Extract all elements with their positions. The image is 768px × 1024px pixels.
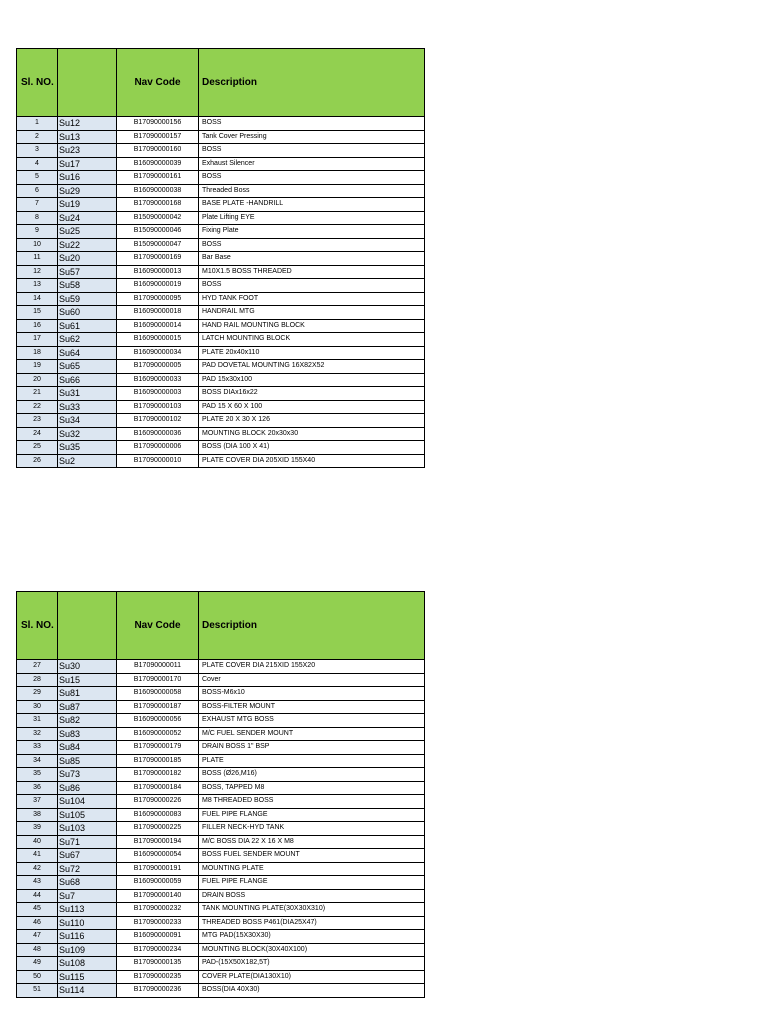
cell-nav-code: B17090000187 (117, 700, 199, 714)
cell-part-code: Su81 (58, 687, 117, 701)
cell-part-code: Su109 (58, 943, 117, 957)
cell-part-code: Su23 (58, 144, 117, 158)
cell-description: PLATE COVER DIA 205XID 155X40 (199, 454, 425, 468)
cell-part-code: Su31 (58, 387, 117, 401)
cell-part-code: Su87 (58, 700, 117, 714)
table-row (17, 427, 425, 441)
cell-description: EXHAUST MTG BOSS (199, 714, 425, 728)
header-description: Description (199, 49, 425, 117)
cell-description: PLATE COVER DIA 215XID 155X20 (199, 660, 425, 674)
table-row (17, 930, 425, 944)
cell-sl-no: 38 (17, 808, 58, 822)
header-sl-no: Sl. NO. (17, 592, 58, 660)
cell-sl-no: 24 (17, 427, 58, 441)
cell-nav-code: B16090000058 (117, 687, 199, 701)
table-row (17, 660, 425, 674)
table-row (17, 781, 425, 795)
table-row (17, 319, 425, 333)
table-row (17, 333, 425, 347)
cell-sl-no: 43 (17, 876, 58, 890)
table-row (17, 306, 425, 320)
cell-nav-code: B16090000039 (117, 157, 199, 171)
cell-nav-code: B16090000083 (117, 808, 199, 822)
cell-nav-code: B17090000005 (117, 360, 199, 374)
cell-sl-no: 10 (17, 238, 58, 252)
cell-nav-code: B15090000042 (117, 211, 199, 225)
table-row (17, 808, 425, 822)
cell-sl-no: 21 (17, 387, 58, 401)
table-row (17, 727, 425, 741)
cell-sl-no: 5 (17, 171, 58, 185)
table-row (17, 238, 425, 252)
cell-part-code: Su84 (58, 741, 117, 755)
header-nav-code: Nav Code (117, 592, 199, 660)
cell-part-code: Su32 (58, 427, 117, 441)
cell-nav-code: B17090000182 (117, 768, 199, 782)
cell-description: BOSS(DIA 40X30) (199, 984, 425, 998)
cell-sl-no: 6 (17, 184, 58, 198)
cell-nav-code: B15090000047 (117, 238, 199, 252)
cell-description: PAD-(15X50X182,5T) (199, 957, 425, 971)
cell-sl-no: 9 (17, 225, 58, 239)
cell-sl-no: 1 (17, 117, 58, 131)
cell-sl-no: 45 (17, 903, 58, 917)
cell-part-code: Su85 (58, 754, 117, 768)
cell-part-code: Su108 (58, 957, 117, 971)
table-row (17, 346, 425, 360)
cell-nav-code: B17090000236 (117, 984, 199, 998)
cell-sl-no: 40 (17, 835, 58, 849)
table-row (17, 184, 425, 198)
cell-sl-no: 18 (17, 346, 58, 360)
table-row (17, 265, 425, 279)
cell-description: BOSS (199, 117, 425, 131)
table-row (17, 754, 425, 768)
header-sl-no: Sl. NO. (17, 49, 58, 117)
cell-sl-no: 13 (17, 279, 58, 293)
cell-sl-no: 16 (17, 319, 58, 333)
cell-part-code: Su103 (58, 822, 117, 836)
cell-nav-code: B17090000102 (117, 414, 199, 428)
table-row (17, 130, 425, 144)
cell-description: MOUNTING BLOCK(30X40X100) (199, 943, 425, 957)
cell-sl-no: 33 (17, 741, 58, 755)
header-nav-code: Nav Code (117, 49, 199, 117)
cell-nav-code: B17090000010 (117, 454, 199, 468)
cell-sl-no: 2 (17, 130, 58, 144)
cell-description: THREADED BOSS P461(DIA25X47) (199, 916, 425, 930)
cell-description: PLATE 20x40x110 (199, 346, 425, 360)
cell-description: PLATE (199, 754, 425, 768)
cell-nav-code: B16090000059 (117, 876, 199, 890)
cell-description: HYD TANK FOOT (199, 292, 425, 306)
cell-part-code: Su113 (58, 903, 117, 917)
table-row (17, 970, 425, 984)
cell-part-code: Su57 (58, 265, 117, 279)
cell-nav-code: B16090000038 (117, 184, 199, 198)
cell-part-code: Su73 (58, 768, 117, 782)
cell-nav-code: B16090000014 (117, 319, 199, 333)
table-row (17, 400, 425, 414)
cell-description: M/C BOSS DIA 22 X 16 X M8 (199, 835, 425, 849)
cell-nav-code: B15090000046 (117, 225, 199, 239)
cell-nav-code: B17090000169 (117, 252, 199, 266)
cell-description: BOSS (199, 144, 425, 158)
cell-part-code: Su66 (58, 373, 117, 387)
cell-nav-code: B16090000052 (117, 727, 199, 741)
table-row (17, 714, 425, 728)
cell-description: Tank Cover Pressing (199, 130, 425, 144)
cell-sl-no: 42 (17, 862, 58, 876)
cell-description: BOSS DIAx16x22 (199, 387, 425, 401)
cell-part-code: Su22 (58, 238, 117, 252)
cell-description: PLATE 20 X 30 X 126 (199, 414, 425, 428)
cell-nav-code: B16090000018 (117, 306, 199, 320)
cell-description: MOUNTING BLOCK 20x30x30 (199, 427, 425, 441)
table-row (17, 957, 425, 971)
cell-description: PAD DOVETAL MOUNTING 16X82X52 (199, 360, 425, 374)
cell-description: Bar Base (199, 252, 425, 266)
cell-part-code: Su25 (58, 225, 117, 239)
cell-nav-code: B17090000156 (117, 117, 199, 131)
cell-description: BOSS (199, 238, 425, 252)
table-row (17, 835, 425, 849)
cell-description: M/C FUEL SENDER MOUNT (199, 727, 425, 741)
cell-part-code: Su72 (58, 862, 117, 876)
cell-nav-code: B17090000161 (117, 171, 199, 185)
cell-nav-code: B17090000226 (117, 795, 199, 809)
cell-description: M10X1.5 BOSS THREADED (199, 265, 425, 279)
cell-description: HANDRAIL MTG (199, 306, 425, 320)
cell-description: BOSS (DIA 100 X 41) (199, 441, 425, 455)
table-row (17, 225, 425, 239)
cell-part-code: Su116 (58, 930, 117, 944)
cell-part-code: Su104 (58, 795, 117, 809)
table-row (17, 292, 425, 306)
cell-nav-code: B16090000056 (117, 714, 199, 728)
cell-nav-code: B17090000168 (117, 198, 199, 212)
table-row (17, 889, 425, 903)
cell-description: PAD 15 X 60 X 100 (199, 400, 425, 414)
cell-part-code: Su114 (58, 984, 117, 998)
table-row (17, 795, 425, 809)
cell-nav-code: B17090000157 (117, 130, 199, 144)
cell-nav-code: B16090000054 (117, 849, 199, 863)
cell-description: BOSS FUEL SENDER MOUNT (199, 849, 425, 863)
cell-sl-no: 3 (17, 144, 58, 158)
table-row (17, 768, 425, 782)
cell-description: HAND RAIL MOUNTING BLOCK (199, 319, 425, 333)
cell-part-code: Su19 (58, 198, 117, 212)
cell-nav-code: B17090000185 (117, 754, 199, 768)
cell-sl-no: 46 (17, 916, 58, 930)
table-row (17, 849, 425, 863)
cell-sl-no: 23 (17, 414, 58, 428)
cell-sl-no: 17 (17, 333, 58, 347)
cell-part-code: Su30 (58, 660, 117, 674)
parts-table-2 (16, 591, 425, 998)
cell-sl-no: 32 (17, 727, 58, 741)
cell-description: BOSS (199, 171, 425, 185)
cell-part-code: Su61 (58, 319, 117, 333)
cell-part-code: Su68 (58, 876, 117, 890)
cell-nav-code: B17090000140 (117, 889, 199, 903)
table-row (17, 387, 425, 401)
cell-description: FUEL PIPE FLANGE (199, 876, 425, 890)
cell-nav-code: B17090000011 (117, 660, 199, 674)
table-row (17, 876, 425, 890)
table-row (17, 687, 425, 701)
cell-nav-code: B16090000003 (117, 387, 199, 401)
cell-part-code: Su58 (58, 279, 117, 293)
table-row (17, 943, 425, 957)
cell-part-code: Su115 (58, 970, 117, 984)
cell-part-code: Su105 (58, 808, 117, 822)
cell-nav-code: B16090000033 (117, 373, 199, 387)
table-row (17, 441, 425, 455)
table-row (17, 903, 425, 917)
cell-part-code: Su15 (58, 673, 117, 687)
table-row (17, 916, 425, 930)
header-row (17, 49, 425, 117)
cell-sl-no: 29 (17, 687, 58, 701)
cell-nav-code: B17090000235 (117, 970, 199, 984)
table-row (17, 741, 425, 755)
cell-nav-code: B17090000233 (117, 916, 199, 930)
cell-description: MOUNTING PLATE (199, 862, 425, 876)
cell-part-code: Su16 (58, 171, 117, 185)
cell-sl-no: 47 (17, 930, 58, 944)
table-row (17, 700, 425, 714)
cell-nav-code: B17090000179 (117, 741, 199, 755)
cell-description: BOSS-M6x10 (199, 687, 425, 701)
cell-sl-no: 25 (17, 441, 58, 455)
cell-part-code: Su62 (58, 333, 117, 347)
cell-part-code: Su86 (58, 781, 117, 795)
cell-part-code: Su12 (58, 117, 117, 131)
cell-part-code: Su34 (58, 414, 117, 428)
cell-part-code: Su24 (58, 211, 117, 225)
cell-sl-no: 12 (17, 265, 58, 279)
cell-nav-code: B17090000232 (117, 903, 199, 917)
cell-description: M8 THREADED BOSS (199, 795, 425, 809)
cell-description: BOSS, TAPPED M8 (199, 781, 425, 795)
cell-nav-code: B17090000135 (117, 957, 199, 971)
cell-nav-code: B17090000225 (117, 822, 199, 836)
cell-sl-no: 34 (17, 754, 58, 768)
cell-nav-code: B17090000191 (117, 862, 199, 876)
cell-sl-no: 28 (17, 673, 58, 687)
cell-nav-code: B17090000234 (117, 943, 199, 957)
header-code (58, 49, 117, 117)
cell-description: Plate Lifting EYE (199, 211, 425, 225)
cell-nav-code: B16090000015 (117, 333, 199, 347)
cell-part-code: Su35 (58, 441, 117, 455)
cell-sl-no: 44 (17, 889, 58, 903)
cell-sl-no: 15 (17, 306, 58, 320)
cell-sl-no: 31 (17, 714, 58, 728)
header-code (58, 592, 117, 660)
cell-part-code: Su59 (58, 292, 117, 306)
cell-description: BOSS (199, 279, 425, 293)
cell-nav-code: B16090000019 (117, 279, 199, 293)
cell-sl-no: 14 (17, 292, 58, 306)
cell-part-code: Su65 (58, 360, 117, 374)
cell-description: Fixing Plate (199, 225, 425, 239)
cell-sl-no: 35 (17, 768, 58, 782)
cell-description: COVER PLATE(DIA130X10) (199, 970, 425, 984)
cell-nav-code: B17090000006 (117, 441, 199, 455)
cell-description: BOSS-FILTER MOUNT (199, 700, 425, 714)
cell-description: MTG PAD(15X30X30) (199, 930, 425, 944)
cell-nav-code: B17090000184 (117, 781, 199, 795)
cell-description: Threaded Boss (199, 184, 425, 198)
cell-part-code: Su82 (58, 714, 117, 728)
cell-nav-code: B17090000103 (117, 400, 199, 414)
cell-part-code: Su29 (58, 184, 117, 198)
cell-description: BASE PLATE -HANDRILL (199, 198, 425, 212)
cell-sl-no: 20 (17, 373, 58, 387)
cell-description: BOSS (Ø26,M16) (199, 768, 425, 782)
cell-nav-code: B16090000013 (117, 265, 199, 279)
cell-sl-no: 36 (17, 781, 58, 795)
cell-sl-no: 4 (17, 157, 58, 171)
table-row (17, 144, 425, 158)
cell-nav-code: B17090000170 (117, 673, 199, 687)
table-row (17, 157, 425, 171)
cell-sl-no: 26 (17, 454, 58, 468)
table-row (17, 198, 425, 212)
table-row (17, 252, 425, 266)
cell-sl-no: 41 (17, 849, 58, 863)
table-row (17, 171, 425, 185)
parts-table-1 (16, 48, 425, 468)
table-row (17, 984, 425, 998)
cell-sl-no: 48 (17, 943, 58, 957)
cell-nav-code: B17090000160 (117, 144, 199, 158)
cell-part-code: Su13 (58, 130, 117, 144)
table-row (17, 673, 425, 687)
cell-part-code: Su7 (58, 889, 117, 903)
table-row (17, 360, 425, 374)
cell-description: Exhaust Silencer (199, 157, 425, 171)
cell-sl-no: 50 (17, 970, 58, 984)
cell-part-code: Su17 (58, 157, 117, 171)
cell-sl-no: 7 (17, 198, 58, 212)
cell-sl-no: 19 (17, 360, 58, 374)
cell-part-code: Su64 (58, 346, 117, 360)
cell-nav-code: B16090000091 (117, 930, 199, 944)
table-row (17, 454, 425, 468)
cell-sl-no: 8 (17, 211, 58, 225)
cell-sl-no: 27 (17, 660, 58, 674)
cell-description: DRAIN BOSS 1" BSP (199, 741, 425, 755)
cell-nav-code: B17090000194 (117, 835, 199, 849)
table-row (17, 862, 425, 876)
cell-part-code: Su83 (58, 727, 117, 741)
cell-description: TANK MOUNTING PLATE(30X30X310) (199, 903, 425, 917)
table-row (17, 279, 425, 293)
cell-sl-no: 51 (17, 984, 58, 998)
table-row (17, 211, 425, 225)
cell-part-code: Su20 (58, 252, 117, 266)
table-row (17, 373, 425, 387)
table-row (17, 822, 425, 836)
cell-part-code: Su33 (58, 400, 117, 414)
cell-description: FILLER NECK-HYD TANK (199, 822, 425, 836)
cell-sl-no: 37 (17, 795, 58, 809)
table-row (17, 414, 425, 428)
cell-part-code: Su110 (58, 916, 117, 930)
cell-part-code: Su67 (58, 849, 117, 863)
cell-description: DRAIN BOSS (199, 889, 425, 903)
cell-sl-no: 30 (17, 700, 58, 714)
cell-part-code: Su60 (58, 306, 117, 320)
table-row (17, 117, 425, 131)
cell-sl-no: 39 (17, 822, 58, 836)
cell-description: Cover (199, 673, 425, 687)
cell-part-code: Su71 (58, 835, 117, 849)
cell-description: FUEL PIPE FLANGE (199, 808, 425, 822)
cell-description: PAD 15x30x100 (199, 373, 425, 387)
cell-nav-code: B16090000036 (117, 427, 199, 441)
cell-sl-no: 22 (17, 400, 58, 414)
cell-nav-code: B17090000095 (117, 292, 199, 306)
cell-sl-no: 49 (17, 957, 58, 971)
cell-sl-no: 11 (17, 252, 58, 266)
header-row (17, 592, 425, 660)
cell-nav-code: B16090000034 (117, 346, 199, 360)
cell-part-code: Su2 (58, 454, 117, 468)
header-description: Description (199, 592, 425, 660)
cell-description: LATCH MOUNTING BLOCK (199, 333, 425, 347)
